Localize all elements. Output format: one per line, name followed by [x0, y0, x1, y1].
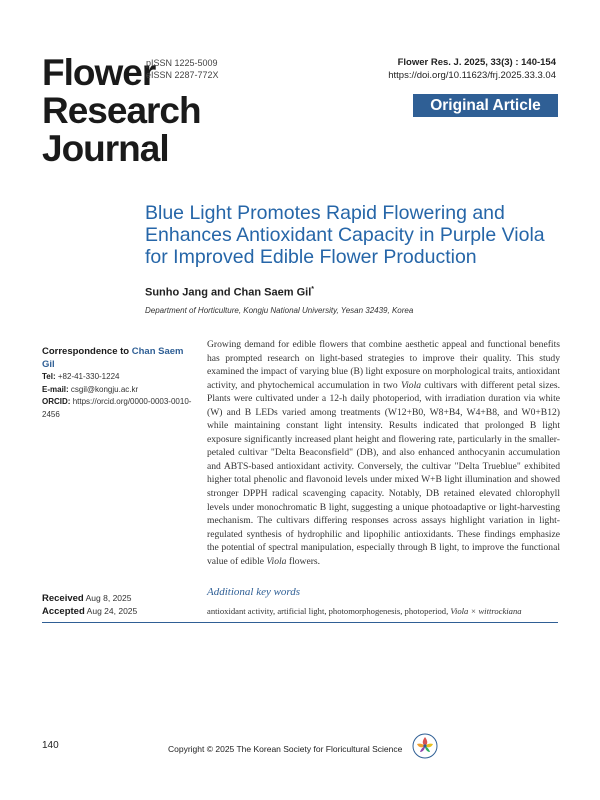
keywords: [207, 606, 522, 616]
author-names: Sunho Jang and Chan Saem Gil: [145, 286, 312, 299]
accepted-date: Aug 24, 2025: [86, 606, 138, 616]
pissn: pISSN 1225-5009: [146, 58, 218, 68]
accepted-label: Accepted: [42, 606, 85, 617]
abstract-part-2: cultivars with different petal sizes. Plants were cultivated under a 12-h daily photoperiod, with irradiation duration via white (W) and B LEDs varied among treatments (W12+B0, W8+B4, W4+B8, and W0+B12) while maintaining constant light intensity. Results indicated that prolonged B light exposure significantly increased plant height and flowering rate, particularly in the smaller-petaled cultivar "Delta Beaconsfield" (DB), and also enhanced anthocyanin accumulation and ABTS-based antioxidant activity. Conversely, the cultivar "Delta Trueblue" exhibited higher total phenolic and flavonoid levels under mixed W+B light illumination and showed stronger DPPH radical scavenging capacity. Notably, DB retained elevated chlorophyll levels under monochromatic B light, suggesting a unique photoadaptive or light-harvesting mechanism. The cultivars differing responses across assays highlight variation in light-regulated synthesis of hydrophilic and lipophilic antioxidants. These findings emphasize the potential of spectral manipulation, especially through B light, to improve the functional value of edible: [207, 379, 560, 567]
citation-block: [388, 56, 556, 82]
logo-line-3: Journal: [42, 128, 169, 169]
doi-link[interactable]: https://doi.org/10.11623/frj.2025.33.3.04: [388, 70, 556, 81]
article-type-banner: Original Article: [413, 94, 558, 117]
correspondence-heading: [42, 346, 192, 371]
abstract-part-1: Growing demand for edible flowers that combine aesthetic appeal and functional benefits has prompted research on light-based strategies to improve their quality. This study examined the impact of varying blue (B) light exposure on morphological traits, antioxidant activity, and phytochemical accumulation in two: [207, 339, 561, 391]
page-number: 140: [42, 740, 59, 751]
abstract: [207, 338, 560, 568]
keywords-species: Viola × wittrockiana: [450, 606, 522, 616]
correspondence-label: Correspondence to: [42, 346, 130, 357]
received-label: Received: [42, 593, 84, 604]
society-emblem-icon: [412, 733, 438, 759]
orcid-value[interactable]: https://orcid.org/0000-0003-0010-2456: [42, 397, 192, 419]
orcid-line: [42, 396, 192, 421]
abstract-part-3: flowers.: [286, 555, 321, 567]
correspondence-name: Chan Saem Gil: [42, 346, 184, 370]
received-date: Aug 8, 2025: [85, 593, 132, 603]
tel-line: [42, 371, 192, 384]
received-line: [42, 592, 137, 605]
copyright: Copyright © 2025 The Korean Society for Floricultural Science: [168, 744, 403, 754]
email-value[interactable]: csgil@kongju.ac.kr: [70, 384, 139, 394]
affiliation: Department of Horticulture, Kongju National University, Yesan 32439, Korea: [145, 306, 414, 315]
dates-block: [42, 592, 137, 618]
tel-label: Tel:: [42, 372, 56, 381]
article-title: Blue Light Promotes Rapid Flowering and Enhances Antioxidant Capacity in Purple Viola for Improved Edible Flower Production: [145, 202, 545, 268]
logo-line-2: Research: [42, 90, 201, 131]
abstract-viola-1: Viola: [400, 379, 422, 391]
keywords-heading: Additional key words: [207, 586, 301, 598]
citation: Flower Res. J. 2025, 33(3) : 140-154: [397, 57, 556, 68]
logo-line-1: Flower: [42, 52, 156, 93]
keywords-text: antioxidant activity, artificial light, photomorphogenesis, photoperiod,: [207, 606, 451, 616]
email-line: [42, 384, 192, 397]
divider: [42, 622, 558, 623]
abstract-viola-2: Viola: [266, 555, 287, 567]
tel-value: +82-41-330-1224: [57, 372, 120, 381]
eissn: eISSN 2287-772X: [146, 70, 219, 80]
corresponding-mark: *: [311, 286, 314, 293]
issn-block: [146, 57, 219, 81]
orcid-label: ORCID:: [42, 397, 71, 406]
authors: [145, 286, 314, 299]
accepted-line: [42, 605, 137, 618]
email-label: E-mail:: [42, 384, 69, 394]
correspondence-block: [42, 346, 192, 421]
